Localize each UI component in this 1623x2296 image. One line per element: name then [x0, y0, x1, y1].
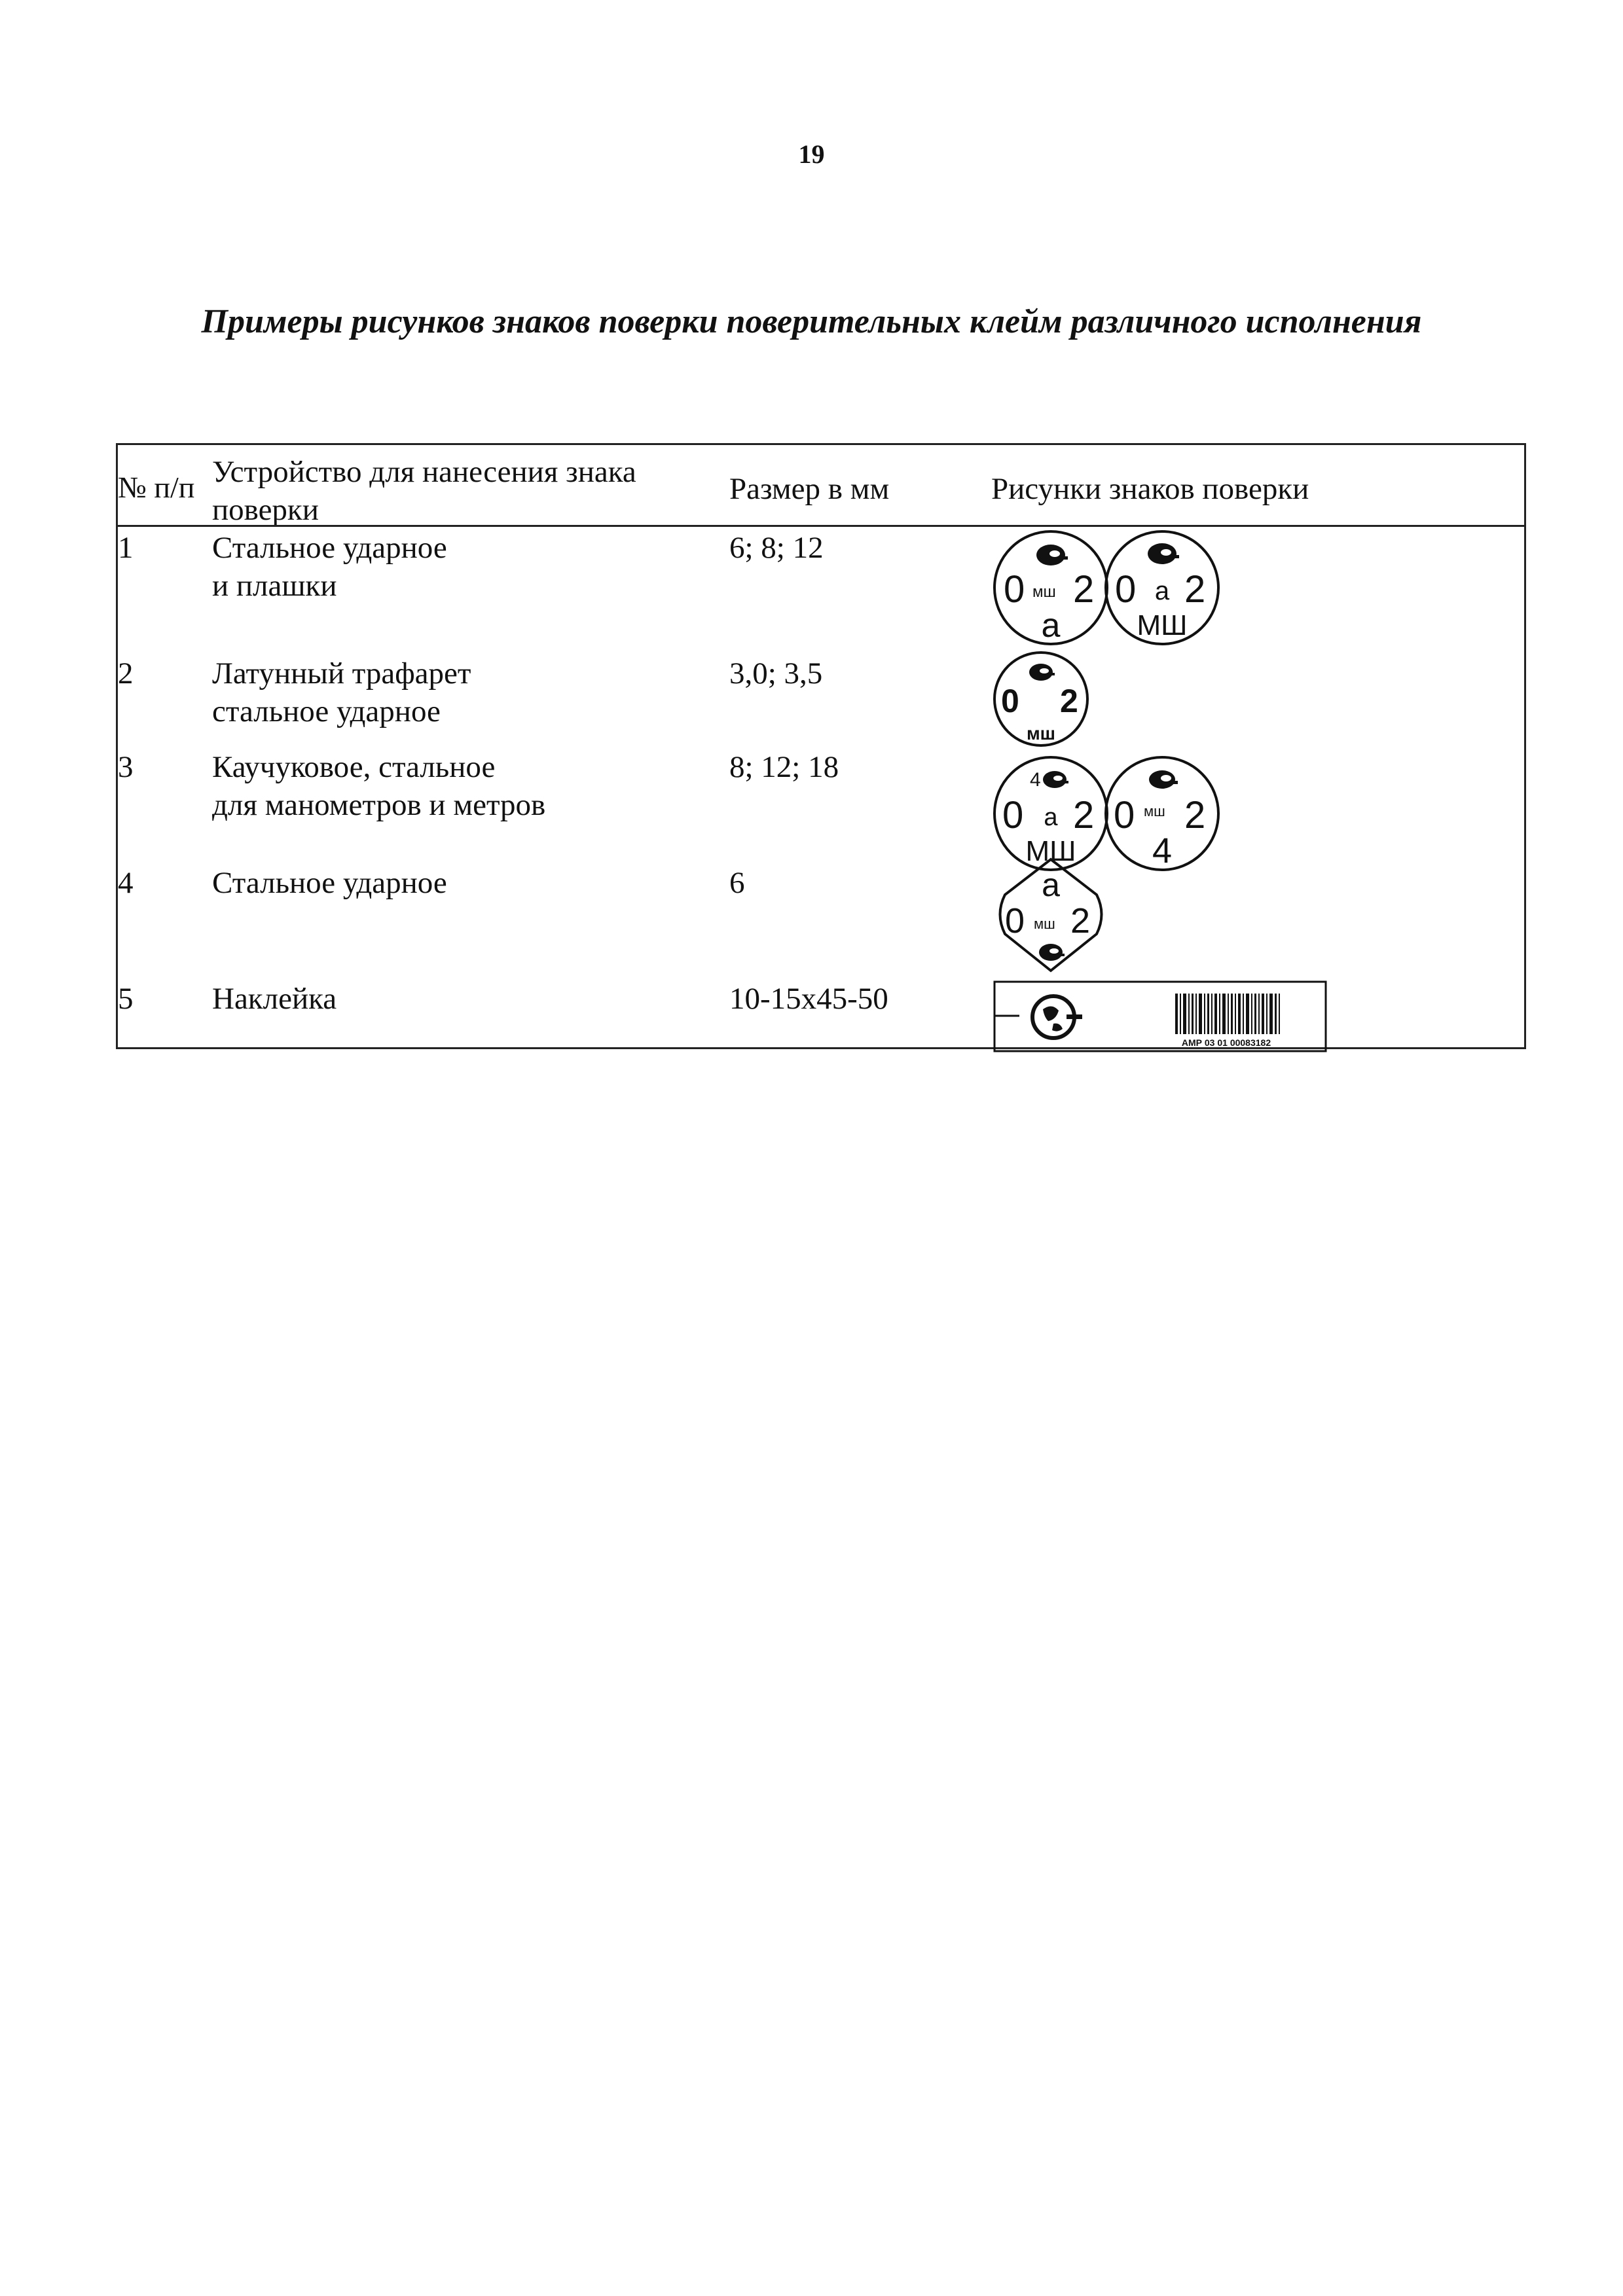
row-5-device-line1: Наклейка	[212, 982, 337, 1016]
row-1-size: 6; 8; 12	[729, 531, 824, 565]
mark-r1a-left: 0	[1004, 568, 1025, 611]
mark-r2-right: 2	[1060, 683, 1078, 719]
row-2-device-line2: стальное ударное	[212, 694, 441, 728]
mark-r4-mid: мш	[1034, 916, 1055, 932]
row-1-device-line2: и плашки	[212, 569, 337, 603]
mark-r3a-left: 0	[1002, 794, 1024, 836]
header-num: № п/п	[118, 471, 195, 504]
mark-r4-right: 2	[1070, 901, 1091, 941]
mark-r1b-left: 0	[1115, 568, 1137, 611]
emblem-icon	[1029, 664, 1055, 681]
row-1-device-line1: Стальное ударное	[212, 531, 447, 565]
page-number: 19	[798, 139, 825, 169]
barcode-number: АМР 03 01 00083182	[1181, 1037, 1271, 1048]
emblem-icon	[1043, 771, 1068, 788]
barcode-icon	[1175, 994, 1280, 1034]
row-2-size: 3,0; 3,5	[729, 656, 823, 691]
mark-r3a-bottom: МШ	[1025, 835, 1076, 867]
emblem-icon	[1149, 770, 1178, 789]
row-5-num: 5	[118, 982, 134, 1016]
mark-r3-circle-a	[992, 755, 1110, 872]
row-1-device	[212, 529, 447, 605]
row-5-device	[212, 980, 337, 1018]
mark-r4-left: 0	[1005, 901, 1025, 941]
row-3-device-line1: Каучуковое, стальное	[212, 750, 496, 784]
mark-r3a-mid: а	[1044, 804, 1058, 831]
row-4-num: 4	[118, 866, 134, 900]
mark-r1a-right: 2	[1073, 568, 1095, 611]
emblem-icon	[1039, 944, 1065, 961]
mark-r1b-mid: а	[1154, 577, 1170, 605]
mark-r2-left: 0	[1001, 683, 1019, 719]
mark-r3b-right: 2	[1184, 794, 1206, 836]
mark-r3b-mid: мш	[1144, 803, 1165, 819]
row-3-size: 8; 12; 18	[729, 750, 839, 784]
mark-r1b-right: 2	[1184, 568, 1206, 611]
mark-r3a-top: 4	[1030, 769, 1041, 791]
row-5-size: 10-15x45-50	[729, 982, 888, 1016]
mark-r3-circle-b	[1103, 755, 1221, 872]
header-device-line1: Устройство для нанесения знака	[212, 455, 636, 489]
mark-r3b-left: 0	[1114, 794, 1135, 836]
header-device-line2: поверки	[212, 493, 319, 527]
mark-r5-sticker	[993, 980, 1327, 1052]
mark-r3a-right: 2	[1073, 794, 1095, 836]
mark-r1-circle-a	[992, 529, 1110, 647]
page-title: Примеры рисунков знаков поверки поверительных клейм различного исполнения	[201, 303, 1422, 340]
mark-r3b-bottom: 4	[1152, 831, 1173, 870]
globe-emblem-icon	[1032, 996, 1082, 1038]
header-size: Размер в мм	[729, 472, 890, 506]
row-3-num: 3	[118, 750, 134, 784]
mark-r1a-bottom: а	[1041, 607, 1061, 645]
mark-r1a-mid: мш	[1032, 583, 1056, 601]
row-3-device	[212, 748, 545, 824]
row-2-device	[212, 655, 471, 730]
row-2-device-line1: Латунный трафарет	[212, 656, 471, 691]
mark-r4-top: а	[1042, 867, 1060, 903]
header-pictures: Рисунки знаков поверки	[991, 472, 1309, 506]
mark-r2-circle	[992, 650, 1090, 748]
row-4-device	[212, 864, 447, 902]
mark-r2-bottom: мш	[1026, 723, 1056, 744]
header-device	[212, 453, 636, 529]
mark-r1b-bottom: МШ	[1137, 609, 1188, 641]
emblem-icon	[1036, 545, 1068, 565]
row-3-device-line2: для манометров и метров	[212, 788, 546, 822]
row-4-device-line1: Стальное ударное	[212, 866, 447, 900]
header-divider	[118, 525, 1524, 527]
mark-r4-diamond	[992, 855, 1110, 973]
row-1-num: 1	[118, 531, 134, 565]
marks-table	[116, 443, 1526, 1049]
row-2-num: 2	[118, 656, 134, 691]
mark-r1-circle-b	[1103, 529, 1221, 647]
row-4-size: 6	[729, 866, 745, 900]
emblem-icon	[1148, 543, 1179, 564]
